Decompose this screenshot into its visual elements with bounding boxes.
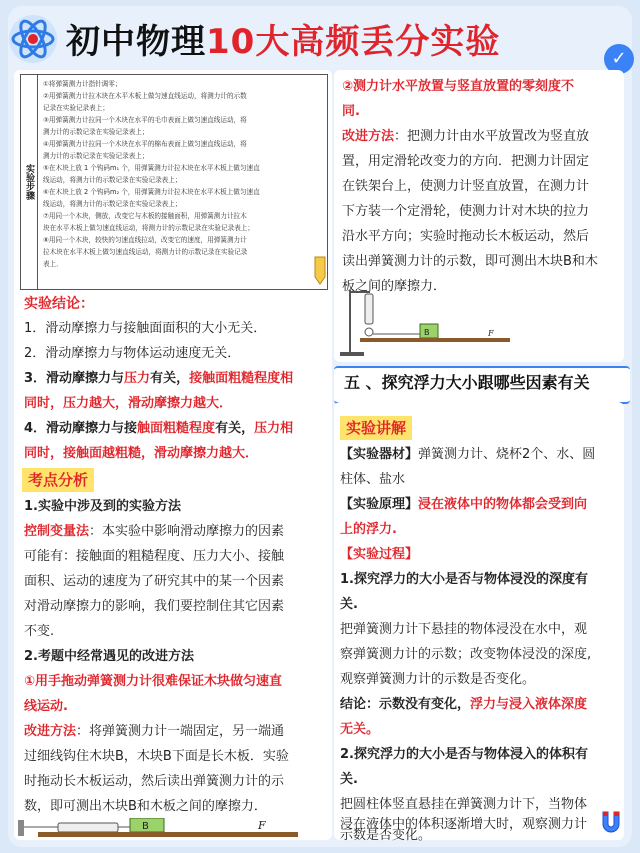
principle-line-2: 上的浮力. — [340, 522, 397, 537]
step-1-conclusion — [340, 692, 587, 717]
method-label: 控制变量法 — [24, 524, 90, 539]
method-title: 1.实验中涉及到的实验方法 — [24, 499, 181, 514]
improve-line-1 — [24, 719, 284, 744]
improve-line-3: 时拖动长木板运动，然后读出弹簧测力计的示 — [24, 774, 285, 789]
c3-b: 压力 — [124, 371, 151, 386]
pencil-icon — [311, 255, 329, 285]
step-line: ②用弹簧测力计拉木块在木平木板上做匀速直线运动，将测力计的示数 — [43, 92, 247, 100]
conclusion-a: 结论：示数没有变化， — [340, 697, 471, 712]
method-line-3: 面积、运动的速度为了研究其中的某一个因素 — [24, 574, 285, 589]
equipment-text: 弹簧测力计、烧杯2个、水、圆 — [418, 447, 596, 462]
force-label: F — [488, 329, 494, 338]
steps-text — [43, 78, 323, 270]
vertical-spring-scale — [365, 294, 373, 324]
improve-line-2: 过细线钩住木块B，木块B下面是长木板．实验 — [24, 749, 289, 764]
improve-label: 改进方法 — [24, 724, 77, 739]
step-line: 块在水平木板上做匀速直线运动，将测力计的示数记录在实验记录表上； — [43, 224, 254, 232]
block-b-label: B — [142, 821, 149, 832]
step-line: 测力计的示数记录在实验记录表上； — [43, 152, 149, 160]
title-highlight: 10大高频丢分实验 — [206, 22, 501, 62]
problem-2-line-1: ②测力计水平放置与竖直放置的零刻度不 — [342, 79, 575, 94]
equipment-line-2: 柱体、盐水 — [340, 472, 406, 487]
method-text: ：本实验中影响滑动摩擦力的因素 — [89, 524, 285, 539]
conclusion-heading: 实验结论： — [24, 296, 94, 312]
problem-1-line-2: 线运动. — [24, 699, 68, 714]
step-1-title-1: 1.探究浮力的大小是否与物体浸没的深度有 — [340, 572, 588, 587]
fixed-spring-diagram — [18, 818, 328, 838]
magnet-icon — [600, 810, 622, 836]
analysis-tag: 考点分析 — [22, 468, 94, 492]
rt-improve-line-6: 读出弹簧测力计的示数，即可测出木块B和木 — [342, 254, 598, 269]
verified-check-icon: ✓ — [604, 44, 634, 74]
step-1-desc-1: 把弹簧测力计下悬挂的物体浸没在水中，观 — [340, 622, 588, 637]
spring-scale — [58, 823, 118, 832]
header — [0, 6, 640, 70]
improve-title: 2.考题中经常遇见的改进方法 — [24, 649, 194, 664]
step-line: 拉木块在水平木板上做匀速直线运动，将测力计的示数记录在实验记录 — [43, 248, 248, 256]
section-5-header — [334, 366, 630, 404]
c4-c: 有关， — [215, 421, 255, 436]
step-line: ④用弹簧测力计拉同一个木块在水平的棉布表面上做匀速直线运动，将 — [43, 140, 247, 148]
c4-d: 压力相 — [254, 421, 294, 436]
long-board — [360, 338, 510, 342]
step-line: 线运动，将测力计的示数记录在实验记录表上； — [43, 176, 182, 184]
rt-improve-text: ：把测力计由水平放置改为竖直放 — [394, 129, 590, 144]
conclusion-3-cont: 同时，压力越大，滑动摩擦力越大． — [24, 396, 233, 411]
rt-improve-line-2: 置，用定滑轮改变力的方向．把测力计固定 — [342, 154, 590, 169]
equipment-line-1 — [340, 442, 595, 467]
step-1-title-2: 关. — [340, 597, 358, 612]
step-line: ⑤在木块上放 1 个钩码m₁ 个，用弹簧测力计拉木块在水平木板上做匀速直 — [43, 164, 260, 172]
improve-text: ：将弹簧测力计一端固定，另一端通 — [76, 724, 285, 739]
step-line: ⑥在木块上放 2 个钩码m₂ 个，用弹簧测力计拉木块在水平木板上做匀速直 — [43, 188, 260, 196]
conclusion-2: 2．滑动摩擦力与物体运动速度无关． — [24, 346, 241, 361]
right-bottom-card — [334, 402, 624, 843]
rt-improve-label: 改进方法 — [342, 129, 395, 144]
steps-box — [20, 74, 328, 290]
c4-a: 4．滑动摩擦力与接 — [24, 421, 138, 436]
rt-improve-line-4: 下方装一个定滑轮，使测力计对木块的拉力 — [342, 204, 590, 219]
step-2-desc-1: 把圆柱体竖直悬挂在弹簧测力计下，当物体 — [340, 797, 588, 812]
step-2-desc-2: 浸在液体中的体积逐渐增大时，观察测力计 — [340, 817, 588, 832]
problem-1-line-1: ①用手拖动弹簧测力计很难保证木块做匀速直 — [24, 674, 283, 689]
improve-line-4: 数，即可测出木块B和木板之间的摩擦力． — [24, 799, 267, 814]
pulley — [365, 328, 373, 336]
rt-improve-line-5: 沿水平方向；实验时拖动长木板运动，然后 — [342, 229, 590, 244]
force-label: F — [258, 819, 266, 832]
step-2-title-2: 关. — [340, 772, 358, 787]
atom-icon — [8, 14, 58, 64]
procedure-label: 【实验过程】 — [340, 547, 419, 562]
stand-base — [340, 352, 364, 356]
step-1-desc-3: 观察弹簧测力计的示数是否变化。 — [340, 672, 536, 687]
principle-text: 浸在液体中的物体都会受到向 — [418, 497, 588, 512]
vertical-spring-diagram — [340, 288, 520, 358]
method-line-5: 不变. — [24, 624, 55, 639]
conclusion-3 — [24, 366, 293, 391]
step-line: ⑦用同一个木块，侧放，改变它与木板的接触面积，用弹簧测力计拉木 — [43, 212, 247, 220]
step-2-title-1: 2.探究浮力的大小是否与物体浸入的体积有 — [340, 747, 588, 762]
step-line: 线运动，将测力计的示数记录在实验记录表上； — [43, 200, 182, 208]
steps-label: 实验步骤 — [21, 75, 38, 289]
block-b-label: B — [424, 328, 430, 337]
rt-improve-line-1 — [342, 124, 589, 149]
conclusion-1: 1．滑动摩擦力与接触面面积的大小无关． — [24, 321, 267, 336]
step-line: ③用弹簧测力计拉同一个木块在水平的毛巾表面上做匀速直线运动，将 — [43, 116, 247, 124]
step-line: 表上． — [43, 260, 63, 268]
rt-improve-line-3: 在铁架台上，使测力计竖直放置，在测力计 — [342, 179, 590, 194]
title-main: 初中物理 — [66, 22, 206, 62]
explain-tag: 实验讲解 — [340, 416, 412, 440]
long-board — [38, 832, 298, 837]
right-top-card — [334, 70, 624, 362]
method-line-4: 对滑动摩擦力的影响，我们要控制住其它因素 — [24, 599, 285, 614]
page-title — [66, 20, 500, 64]
rt-improve-line-7: 板之间的摩擦力． — [342, 279, 447, 294]
section-5-title: 五 、探究浮力大小跟哪些因素有关 — [344, 373, 590, 392]
step-2-desc-3: 示数是否变化。 — [340, 828, 432, 843]
c4-b: 触面粗糙程度 — [137, 421, 216, 436]
problem-2-line-2: 同. — [342, 104, 360, 119]
principle-label: 【实验原理】 — [340, 497, 419, 512]
explain-tag-wrap — [340, 416, 412, 440]
step-line: ①将弹簧测力计指针调零； — [43, 80, 122, 88]
method-line-2: 可能有：接触面的粗糙程度、压力大小、接触 — [24, 549, 285, 564]
c3-d: 接触面粗糙程度相 — [189, 371, 294, 386]
conclusion-4-cont: 同时，接触面越粗糙，滑动摩擦力越大． — [24, 446, 259, 461]
step-line: ⑧用同一个木块，较快的匀速直线拉动，改变它的速度，用弹簧测力计 — [43, 236, 247, 244]
wall — [18, 820, 24, 836]
method-line-1 — [24, 519, 284, 544]
step-line: 记录在实验记录表上； — [43, 104, 109, 112]
step-1-conclusion-cont: 无关。 — [340, 722, 380, 737]
conclusion-4 — [24, 416, 293, 441]
left-card — [14, 70, 332, 840]
principle-line-1 — [340, 492, 587, 517]
analysis-heading — [22, 468, 94, 492]
c3-c: 有关， — [150, 371, 190, 386]
conclusion-b: 浮力与浸入液体深度 — [470, 697, 588, 712]
equipment-label: 【实验器材】 — [340, 447, 419, 462]
c3-a: 3．滑动摩擦力与 — [24, 371, 125, 386]
step-1-desc-2: 察弹簧测力计的示数；改变物体浸没的深度, — [340, 647, 592, 662]
step-line: 测力计的示数记录在实验记录表上； — [43, 128, 149, 136]
